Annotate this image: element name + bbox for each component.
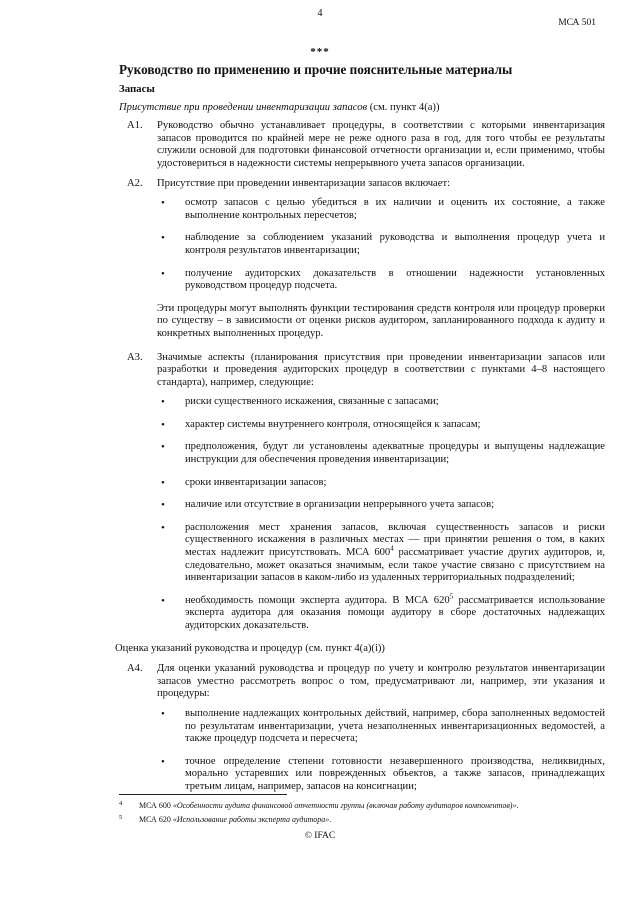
paragraph-a2	[119, 178, 605, 191]
bullet-icon: •	[161, 441, 165, 454]
footnote-title: «Особенности аудита финансовой отчетности группы (включая работу аудиторов компонентов)»	[172, 801, 517, 810]
footnote-code: МСА 600	[139, 801, 173, 810]
paragraph-continuation: Эти процедуры могут выполнять функции тестирования средств контроля или процедур проверки по существу – в зависимости от оценки рисков аудитором, запланированного подхода к аудиту и конкретных выполненных процедур.	[157, 302, 605, 339]
bullet-icon: •	[161, 521, 165, 534]
bullet-icon: •	[161, 499, 165, 512]
page-title: Руководство по применению и прочие пояснительные материалы	[119, 62, 513, 77]
bullet-icon: •	[161, 396, 165, 409]
list-item: • точное определение степени готовности незавершенного производства, неликвидных, морально устаревших или поврежденных объектов, а также запасов, принадлежащих третьим лицам, например, запасов на консигнации;	[161, 755, 605, 792]
list-item: • предположения, будут ли установлены адекватные процедуры и выпущены надлежащие инструкции для обеспечения проведения инвентаризации;	[161, 441, 605, 466]
paragraph-a3	[119, 352, 605, 390]
bullet-icon: •	[161, 476, 165, 489]
list-item: • характер системы внутреннего контроля, относящейся к запасам;	[161, 418, 481, 431]
bullet-icon: •	[161, 707, 165, 720]
paragraph-text: Присутствие при проведении инвентаризации запасов включает:	[157, 177, 451, 189]
paragraph-text: Для оценки указаний руководства и процедур по учету и контролю результатов инвентаризации запасов уместно рассмотреть вопрос о том, предусматривают ли, например, эти указания и процедуры:	[157, 663, 605, 700]
section-separator: ***	[310, 46, 330, 58]
paragraph-text: Руководство обычно устанавливает процедуры, в соответствии с которыми инвентаризация запасов проводится по крайней мере не реже одного раза в год, для того чтобы ее результаты служили основой для подготовки финансовой отчетности организации и, если применимо, чтобы удостовериться в надежности системы непрерывного учета запасов организации.	[157, 120, 605, 169]
paragraph-number: A3.	[127, 351, 143, 363]
footnote-ref[interactable]: 5	[449, 592, 454, 601]
list-item: • сроки инвентаризации запасов;	[161, 476, 327, 489]
standard-code: МСА 501	[558, 18, 596, 28]
list-item: • риски существенного искажения, связанные с запасами;	[161, 396, 439, 409]
footnote-code: МСА 620	[139, 815, 173, 824]
footnote-ref[interactable]: 4	[390, 544, 394, 553]
bullet-icon: •	[161, 267, 165, 280]
paragraph-text: Значимые аспекты (планирования присутствия при проведении инвентаризации запасов или разработки и проведения аудиторских процедур в соответствии с пунктами 4–8 настоящего стандарта), например, следующие:	[157, 351, 605, 388]
list-item: • осмотр запасов с целью убедиться в их наличии и оценить их состояние, а также выполнение контрольных пересчетов;	[161, 197, 605, 221]
paragraph-number: A4.	[127, 663, 143, 675]
footnote-number: 4	[119, 800, 123, 807]
paragraph-number: A2.	[127, 177, 143, 189]
bullet-icon: •	[161, 197, 165, 210]
subsection-heading	[119, 102, 605, 115]
copyright-footer: © IFAC	[304, 831, 336, 841]
bullet-icon: •	[161, 232, 165, 245]
page-number: 4	[317, 8, 323, 19]
footnote-divider	[119, 794, 287, 795]
paragraph-number: A1.	[127, 120, 143, 132]
subsection-heading-italic: Присутствие при проведении инвентаризации запасов	[119, 101, 368, 113]
subsection-heading-2: Оценка указаний руководства и процедур (см. пункт 4(а)(i))	[115, 642, 385, 654]
bullet-icon: •	[161, 418, 165, 431]
bullet-icon: •	[161, 594, 165, 607]
document-page: 4 МСА 501 *** Руководство по применению и прочие пояснительные материалы Запасы Присутствие при проведении инвентаризации запасов (см. пункт 4(а)) A1. Руководство обычно устанавливает процедуры, в соответствии с которыми инвентаризация запасов проводится по крайней мере не реже одного раза в год, для того чтобы ее результаты служили основой для подготовки финансовой отчетности организации и, если применимо, чтобы удостовериться в надежности системы непрерывного учета запасов организации. A2. Присутствие при проведении инвентаризации запасов включает: • осмотр запасов с целью убедиться в их наличии и оценить их состояние, а также выполнение контрольных пересчетов; • наблюдение за соблюдением указаний руководства и выполнения процедур учета и контроля результатов инвентаризации; • получение аудиторских доказательств в отношении надежности установленных руководством процедур подсчета. Эти процедуры могут выполнять функции тестирования средств контроля или процедур проверки по существу – в зависимости от оценки рисков аудитором, запланированного подхода к аудиту и конкретных выполненных процедур. A3. Значимые аспекты (планирования присутствия при проведении инвентаризации запасов или разработки и проведения аудиторских процедур в соответствии с пунктами 4–8 настоящего стандарта), например, следующие: • риски существенного искажения, связанные с запасами; • характер системы внутреннего контроля, относящейся к запасам; • предположения, будут ли установлены адекватные процедуры и выпущены надлежащие инструкции для обеспечения проведения инвентаризации; • сроки инвентаризации запасов; • наличие или отсутствие в организации непрерывного учета запасов; • расположения мест хранения запасов, включая существенность запасов и риски существенного искажения в различных местах — при принятии решения о том, в каких местах надлежит присутствовать. МСА $600^4$ рассматривает участие других аудиторов, и, следовательно, может оказаться значимым, если такое участие связано с присутствием на инвентаризации запасов в каком-либо из удаленных территориальных подразделений; • необходимость помощи эксперта аудитора. В МСА $620^5$ рассматривается использование эксперта аудитора для оказания помощи аудитору в сборе достаточных надлежащих аудиторских доказательств. Оценка указаний руководства и процедур (см. пункт 4(а)(i)) A4. Для оценки указаний руководства и процедур по учету и контролю результатов инвентаризации запасов уместно рассмотреть вопрос о том, предусматривают ли, например, эти указания и процедуры: • выполнение надлежащих контрольных действий, например, сбора заполненных ведомостей по результатам инвентаризации, учета незаполненных инвентаризационных ведомостей, а также процедур подсчета и пересчета; • точное определение степени готовности незавершенного производства, неликвидных, морально устаревших или поврежденных объектов, а также запасов, принадлежащих третьим лицам, например, запасов на консигнации; 4 МСА 600 «Особенности аудита финансовой отчетности группы (включая работу аудиторов компонентов)». 5 МСА 620 «Использование работы эксперта аудитора». © IFAC	[0, 0, 640, 905]
footnote-title: «Использование работы эксперта аудитора»	[172, 815, 330, 824]
section-heading: Запасы	[119, 83, 155, 95]
list-item: • наличие или отсутствие в организации непрерывного учета запасов;	[161, 499, 495, 512]
paragraph-a4	[119, 663, 605, 701]
list-item: • необходимость помощи эксперта аудитора. В МСА $620^5$ рассматривается использование эксперта аудитора для оказания помощи аудитору в сборе достаточных надлежащих аудиторских доказательств.	[161, 592, 605, 631]
bullet-icon: •	[161, 755, 165, 768]
list-item: • наблюдение за соблюдением указаний руководства и выполнения процедур учета и контроля результатов инвентаризации;	[161, 232, 605, 256]
list-item: • выполнение надлежащих контрольных действий, например, сбора заполненных ведомостей по результатам инвентаризации, учета незаполненных инвентаризационных ведомостей, а также процедур подсчета и пересчета;	[161, 707, 605, 745]
list-item: • расположения мест хранения запасов, включая существенность запасов и риски существенного искажения в различных местах — при принятии решения о том, в каких местах надлежит присутствовать. МСА $600^4$ рассматривает участие других аудиторов, и, следовательно, может оказаться значимым, если такое участие связано с присутствием на инвентаризации запасов в каком-либо из удаленных территориальных подразделений;	[161, 521, 605, 584]
footnote-number: 5	[119, 814, 123, 821]
subsection-heading-ref: (см. пункт 4(а))	[367, 101, 440, 113]
main-content	[115, 62, 605, 804]
list-item: • получение аудиторских доказательств в отношении надежности установленных руководством процедур подсчета.	[161, 267, 605, 292]
paragraph-a1	[119, 120, 605, 170]
